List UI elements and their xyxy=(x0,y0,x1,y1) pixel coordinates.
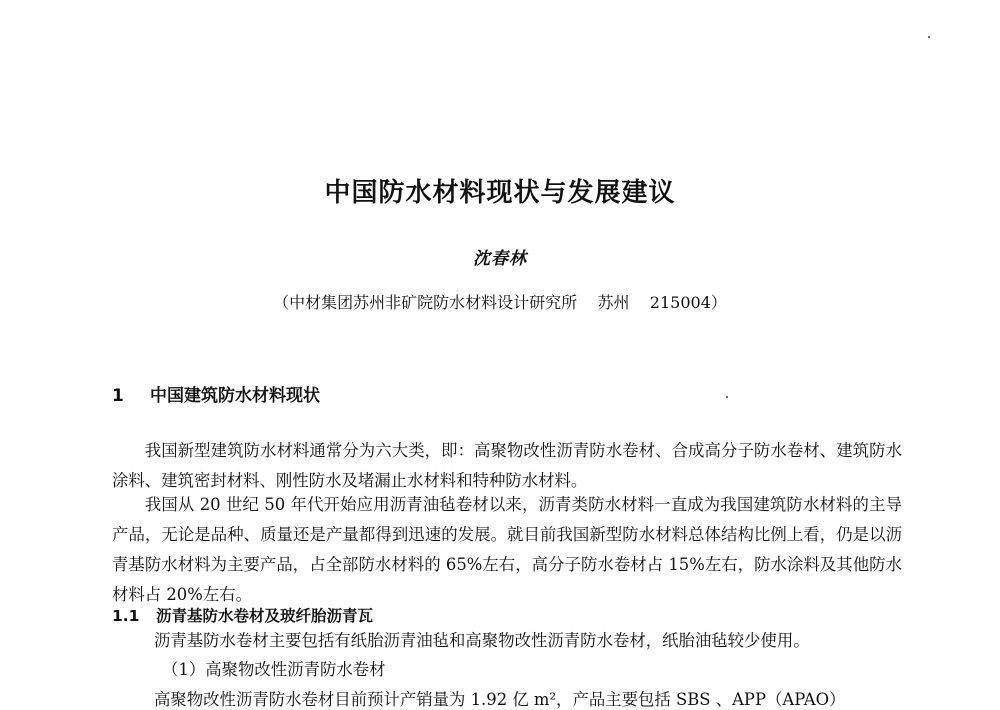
section-title: 中国建筑防水材料现状 xyxy=(150,386,320,406)
author-affiliation: （中材集团苏州非矿院防水材料设计研究所 苏州 215004） xyxy=(273,293,727,312)
body-line: 高聚物改性沥青防水卷材目前预计产销量为 1.92 亿 m²，产品主要包括 SBS 、APP（APAO） xyxy=(154,690,846,709)
subsection-title: 沥青基防水卷材及玻纤胎沥青瓦 xyxy=(156,607,374,625)
body-paragraph: 我国新型建筑防水材料通常分为六大类，即：高聚物改性沥青防水卷材、合成高分子防水卷材、建筑防水涂料、建筑密封材料、刚性防水及堵漏止水材料和特种防水材料。 xyxy=(112,441,902,490)
scan-speck xyxy=(928,36,930,38)
subsection-number: 1.1 xyxy=(112,607,140,625)
author-name: 沈春林 xyxy=(473,249,527,269)
subsection-heading xyxy=(112,604,373,626)
body-paragraph: 我国从 20 世纪 50 年代开始应用沥青油毡卷材以来，沥青类防水材料一直成为我国建筑防水材料的主导产品，无论是品种、质量还是产量都得到迅速的发展。就目前我国新型防水材料总体结构比例上看，仍是以沥青基防水材料为主要产品，占全部防水材料的 65%左右，高分子防水卷材占 15%左右，防水涂料及其他防水材料占 20%左右。 xyxy=(112,495,902,604)
body-line: 沥青基防水卷材主要包括有纸胎沥青油毡和高聚物改性沥青防水卷材，纸胎油毡较少使用。 xyxy=(154,631,810,650)
list-item-heading: （1）高聚物改性沥青防水卷材 xyxy=(162,660,386,679)
scan-speck xyxy=(726,396,728,398)
section-number: 1 xyxy=(112,386,124,406)
section-heading xyxy=(112,381,320,406)
paper-title: 中国防水材料现状与发展建议 xyxy=(324,178,676,208)
